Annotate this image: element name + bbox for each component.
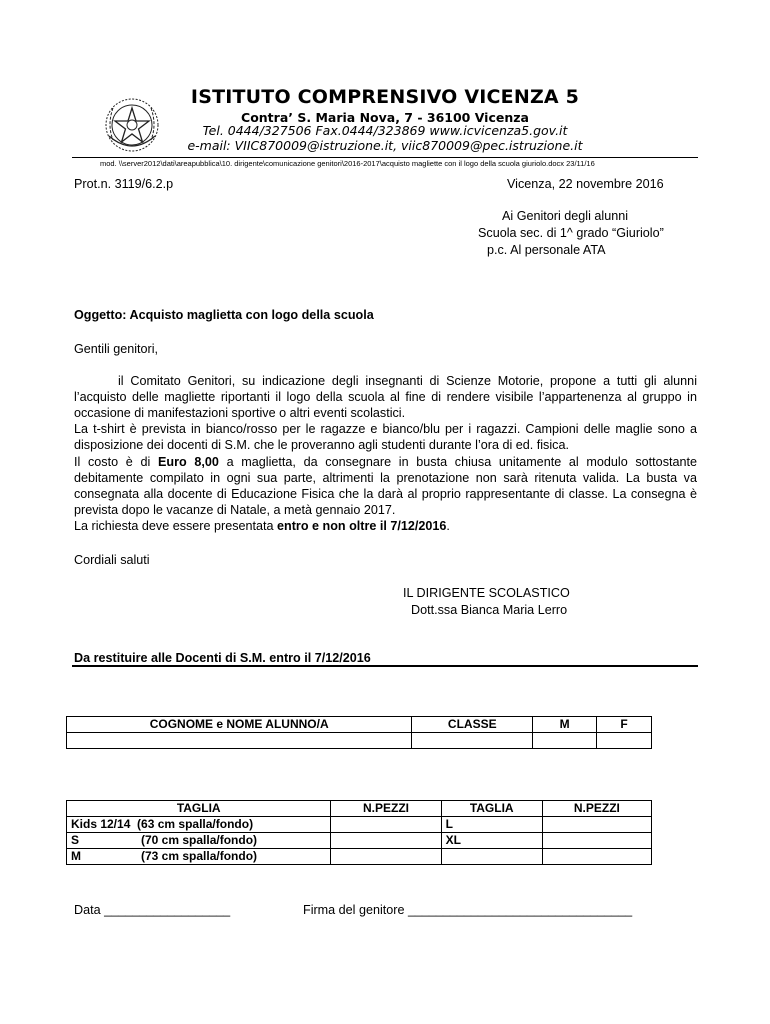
school-contacts: Tel. 0444/327506 Fax.0444/323869 www.icvicenza5.gov.it <box>202 123 568 138</box>
school-address: Contra’ S. Maria Nova, 7 - 36100 Vicenza <box>241 110 529 125</box>
size-cell: Kids 12/14 (63 cm spalla/fondo) <box>67 817 331 833</box>
signature-role: IL DIRIGENTE SCOLASTICO <box>403 586 570 600</box>
quantity-field[interactable] <box>331 817 441 833</box>
body-line: prevista dopo le vacanze di Natale, a metà gennaio 2017. <box>74 503 396 517</box>
document-path: mod. \\server2012\dati\areapubblica\10. dirigente\comunicazione genitori\2016-2017\acquisto magliette con il logo della scuola giuriolo.docx 23/11/16 <box>100 159 595 168</box>
table-row <box>67 817 652 833</box>
size-cell <box>441 849 542 865</box>
table-row <box>67 733 652 749</box>
signature-name: Dott.ssa Bianca Maria Lerro <box>411 603 568 617</box>
section-divider <box>72 665 698 667</box>
body-line: l’acquisto delle magliette riportanti il logo della scuola al fine di rendere visibile l’appartenenza al gruppo in <box>74 390 697 404</box>
deadline: entro e non oltre il 7/12/2016 <box>277 519 447 533</box>
size-cell: S (70 cm spalla/fondo) <box>67 833 331 849</box>
header-cell: M <box>533 717 597 733</box>
body-line: debitamente compilato in ogni sua parte, altrimenti la prenotazione non sarà ritenuta valida. La busta va <box>74 471 697 485</box>
header-cell: COGNOME e NOME ALUNNO/A <box>67 717 412 733</box>
body-line: disposizione dei docenti di S.M. che le proveranno agli studenti durante l’ora di ed. fisica. <box>74 438 569 452</box>
date-field-label[interactable]: Data __________________ <box>74 903 231 917</box>
size-cell: XL <box>441 833 542 849</box>
table-row <box>67 717 652 733</box>
return-note: Da restituire alle Docenti di S.M. entro il 7/12/2016 <box>74 651 371 665</box>
recipient-line-2: Scuola sec. di 1^ grado “Giuriolo” <box>478 226 664 240</box>
header-cell: F <box>597 717 652 733</box>
size-cell: L <box>441 817 542 833</box>
body-line: occasione di manifestazioni sportive o altri eventi scolastici. <box>74 406 406 420</box>
student-table <box>66 716 652 749</box>
header-cell: TAGLIA <box>441 801 542 817</box>
size-table <box>66 800 652 865</box>
quantity-field[interactable] <box>331 849 441 865</box>
header-cell: N.PEZZI <box>542 801 651 817</box>
table-row <box>67 833 652 849</box>
recipient-line-3: p.c. Al personale ATA <box>487 243 606 257</box>
size-cell: M (73 cm spalla/fondo) <box>67 849 331 865</box>
gender-f-field[interactable] <box>597 733 652 749</box>
header-cell: TAGLIA <box>67 801 331 817</box>
header-divider <box>72 157 698 158</box>
student-name-field[interactable] <box>67 733 412 749</box>
header-cell: CLASSE <box>412 717 533 733</box>
body-line-price: Il costo è di Euro 8,00 a maglietta, da consegnare in busta chiusa unitamente al modulo sottostante <box>74 455 697 469</box>
class-field[interactable] <box>412 733 533 749</box>
closing: Cordiali saluti <box>74 553 150 567</box>
body-line: il Comitato Genitori, su indicazione degli insegnanti di Scienze Motorie, propone a tutti gli alunni <box>118 374 697 388</box>
quantity-field[interactable] <box>542 849 651 865</box>
greeting: Gentili genitori, <box>74 342 158 356</box>
body-line-deadline: La richiesta deve essere presentata entro e non oltre il 7/12/2016. <box>74 519 450 533</box>
body-line: consegnata alla docente di Educazione Fisica che la darà al proprio rappresentante di classe. La consegna è <box>74 487 697 501</box>
protocol-number: Prot.n. 3119/6.2.p <box>74 177 174 191</box>
subject: Oggetto: Acquisto maglietta con logo della scuola <box>74 308 374 322</box>
recipient-line-1: Ai Genitori degli alunni <box>502 209 629 223</box>
price: Euro 8,00 <box>157 455 219 469</box>
school-name: ISTITUTO COMPRENSIVO VICENZA 5 <box>190 86 580 108</box>
table-row <box>67 801 652 817</box>
table-row <box>67 849 652 865</box>
gender-m-field[interactable] <box>533 733 597 749</box>
school-email: e-mail: VIIC870009@istruzione.it, viic870009@pec.istruzione.it <box>187 138 583 153</box>
header-cell: N.PEZZI <box>331 801 441 817</box>
document-date: Vicenza, 22 novembre 2016 <box>507 177 664 191</box>
body-line: La t-shirt è prevista in bianco/rosso per le ragazze e bianco/blu per i ragazzi. Campioni delle maglie sono a <box>74 422 697 436</box>
quantity-field[interactable] <box>542 833 651 849</box>
quantity-field[interactable] <box>331 833 441 849</box>
parent-signature-field[interactable]: Firma del genitore ________________________________ <box>303 903 633 917</box>
quantity-field[interactable] <box>542 817 651 833</box>
